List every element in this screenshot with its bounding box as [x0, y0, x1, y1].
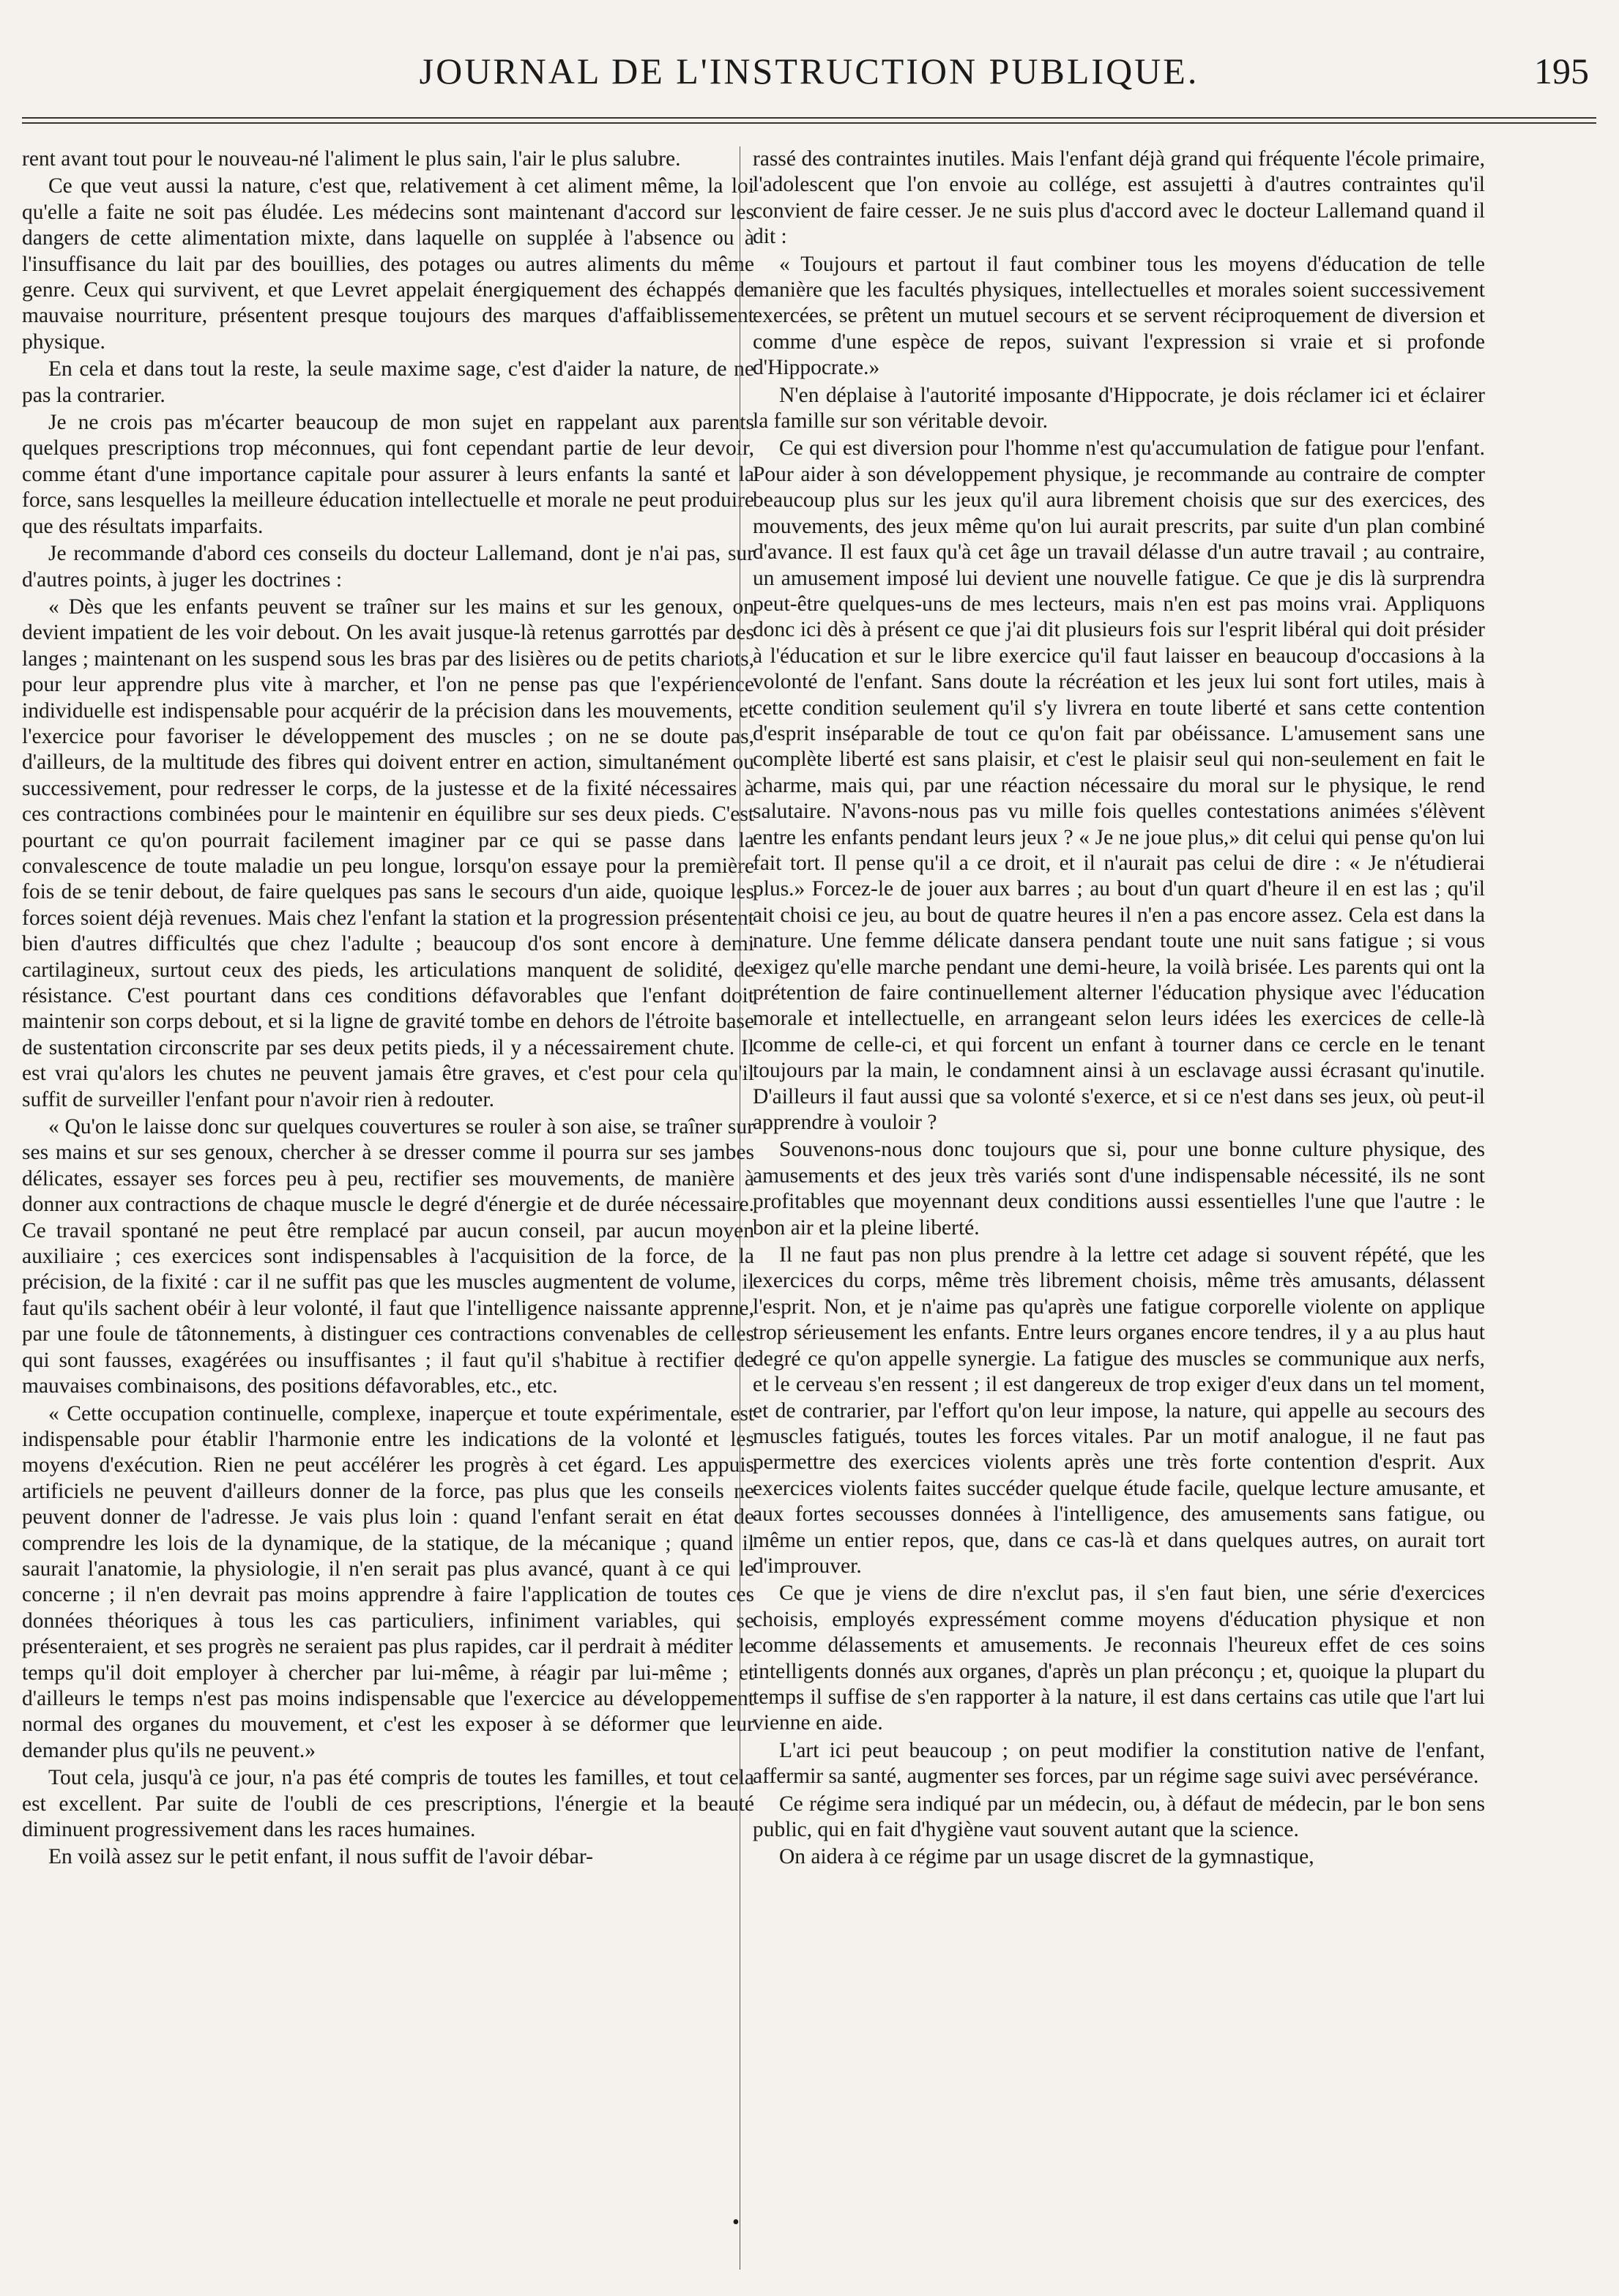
- paragraph: L'art ici peut beaucoup ; on peut modifier la constitution native de l'enfant, affermir sa santé, augmenter ses forces, par un régime sage suivi avec persévérance.: [753, 1738, 1485, 1789]
- paragraph: rassé des contraintes inutiles. Mais l'enfant déjà grand qui fréquente l'école primaire, l'adolescent que l'on envoie au collége, est assujetti à d'autres contraintes qu'il convient de faire cesser. Je ne suis plus d'accord avec le docteur Lallemand quand il dit :: [753, 147, 1485, 249]
- paragraph: Je ne crois pas m'écarter beaucoup de mon sujet en rappelant aux parents quelques prescriptions trop méconnues, qui font cependant partie de leur devoir, comme étant d'une importance capitale pour assurer à leurs enfants la santé et la force, sans lesquelles la meilleure éducation intellectuelle et morale ne peut produire que des résultats imparfaits.: [22, 411, 754, 538]
- paragraph: « Qu'on le laisse donc sur quelques couvertures se rouler à son aise, se traîner sur ses mains et sur ses genoux, chercher à se dresser comme il pourra sur ses jambes délicates, essayer ses forces peu à peu, rectifier ses mouvements, de manière à donner aux contractions de chaque muscle le degré d'énergie et de durée nécessaire. Ce travail spontané ne peut être remplacé par aucun conseil, par aucun moyen auxiliaire ; ces exercices sont indispensables à l'acquisition de la force, de la précision, de la fixité : car il ne suffit pas que les muscles augmentent de volume, il faut qu'ils sachent obéir à leur volonté, il faut que l'intelligence naissante apprenne, par une foule de tâtonnements, à distinguer ces contractions convenables de celles qui sont fausses, exagérées ou insuffisantes ; il faut qu'il s'habitue à rectifier de mauvaises combinaisons, des positions défavorables, etc., etc.: [22, 1115, 754, 1398]
- page-number: 195: [1534, 51, 1589, 92]
- paragraph: On aidera à ce régime par un usage discret de la gymnastique,: [779, 1845, 1314, 1869]
- paragraph: Ce que veut aussi la nature, c'est que, relativement à cet aliment même, la loi qu'elle a faite ne soit pas éludée. Les médecins sont maintenant d'accord sur les dangers de cette alimentation mixte, dans laquelle on supplée à l'absence ou à l'insuffisance du lait par des bouillies, des potages ou autres aliments du même genre. Ceux qui survivent, et que Levret appelait énergiquement des échappés de mauvaise nourriture, présentent presque toujours des marques d'affaiblissement physique.: [22, 174, 754, 354]
- paragraph: Ce régime sera indiqué par un médecin, ou, à défaut de médecin, par le bon sens public, qui en fait d'hygiène vaut souvent autant que la science.: [753, 1792, 1485, 1841]
- paragraph: « Toujours et partout il faut combiner tous les moyens d'éducation de telle manière que les facultés physiques, intellectuelles et morales soient successivement exercées, se prêtent un mutuel secours et se servent réciproquement de diversion et comme d'une espèce de repos, suivant l'expression si vraie et si profonde d'Hippocrate.»: [753, 252, 1485, 380]
- paragraph: Tout cela, jusqu'à ce jour, n'a pas été compris de toutes les familles, et tout cela est excellent. Par suite de l'oubli de ces prescriptions, l'énergie et la beauté diminuent progressivement dans les races humaines.: [22, 1766, 754, 1841]
- paragraph: « Cette occupation continuelle, complexe, inaperçue et toute expérimentale, est indispensable pour établir l'harmonie entre les indications de la volonté et les moyens d'exécution. Rien ne peut accélérer les progrès à cet égard. Les appuis artificiels ne peuvent d'ailleurs donner de la force, pas plus que les conseils ne peuvent donner de l'adresse. Je vais plus loin : quand l'enfant serait en état de comprendre les lois de la dynamique, de la statique, de la mécanique ; quand il saurait l'anatomie, la physiologie, il n'en serait pas plus avancé, quant à ce qui le concerne ; il n'en devrait pas moins apprendre à faire l'application de toutes ces données théoriques à tous les cas particuliers, infiniment variables, qui se présenteraient, et ses progrès ne seraient pas plus rapides, car il perdrait à méditer le temps qu'il doit employer à chercher par lui-même, à réagir par lui-même ; et d'ailleurs le temps n'est pas moins indispensable que l'exercice au développement normal des organes du mouvement, et c'est les exposer à se déformer que leur demander plus qu'ils ne peuvent.»: [22, 1401, 754, 1762]
- journal-title: JOURNAL DE L'INSTRUCTION PUBLIQUE.: [419, 51, 1199, 92]
- paragraph: Je recommande d'abord ces conseils du docteur Lallemand, dont je n'ai pas, sur d'autres points, à juger les doctrines :: [22, 542, 754, 592]
- page-mark: •: [732, 2211, 740, 2234]
- left-column: [22, 146, 754, 1872]
- header-rule: [22, 117, 1596, 124]
- paragraph: rent avant tout pour le nouveau-né l'aliment le plus sain, l'air le plus salubre.: [22, 147, 681, 171]
- right-column: [753, 146, 1485, 1872]
- paragraph: En cela et dans tout la reste, la seule maxime sage, c'est d'aider la nature, de ne pas la contrarier.: [22, 357, 754, 407]
- page-header: [29, 50, 1589, 108]
- paragraph: Souvenons-nous donc toujours que si, pour une bonne culture physique, des amusements et des jeux très variés sont d'une indispensable nécessité, ils ne sont profitables que moyennant deux conditions aussi essentielles l'une que l'autre : le bon air et la pleine liberté.: [753, 1138, 1485, 1240]
- paragraph: Il ne faut pas non plus prendre à la lettre cet adage si souvent répété, que les exercices du corps, même très librement choisis, même très amusants, délassent l'esprit. Non, et je n'aime pas qu'après une fatigue corporelle violente on applique trop sérieusement les enfants. Entre leurs organes encore tendres, il y a au plus haut degré ce qu'on appelle synergie. La fatigue des muscles se communique aux nerfs, et le cerveau s'en ressent ; il est dangereux de trop exiger d'eux dans un tel moment, et de contrarier, par l'effort qu'on leur impose, la nature, qui appelle au secours des muscles fatigués, toutes les forces vitales. Par un motif analogue, il ne faut pas permettre des exercices violents après une très forte contention d'esprit. Aux exercices violents faites succéder quelque étude facile, quelque lecture amusante, et aux fortes secousses données à l'intelligence, des amusements sans fatigue, ou même un entier repos, que, dans ce cas-là et dans quelques autres, on aurait tort d'improuver.: [753, 1243, 1485, 1578]
- paragraph: Ce que je viens de dire n'exclut pas, il s'en faut bien, une série d'exercices choisis, employés expressément comme moyens d'éducation physique et non comme délassements et amusements. Je reconnais l'heureux effet de ces soins intelligents donnés aux organes, d'après un plan préconçu ; et, quoique la plupart du temps il suffise de s'en rapporter à la nature, il est dans certains cas utile que l'art lui vienne en aide.: [753, 1581, 1485, 1735]
- paragraph: Ce qui est diversion pour l'homme n'est qu'accumulation de fatigue pour l'enfant. Pour aider à son développement physique, je recommande au contraire de compter beaucoup plus sur les jeux qu'il aura librement choisis que sur des exercices, des mouvements, des jeux même qu'on lui aurait prescrits, par suite d'un plan combiné d'avance. Il est faux qu'à cet âge un travail délasse d'un autre travail ; au contraire, un amusement imposé lui devient une nouvelle fatigue. Ce que je dis là surprendra peut-être quelques-uns de mes lecteurs, mais n'en est pas moins vrai. Appliquons donc ici dès à présent ce que j'ai dit plusieurs fois sur l'esprit libéral qui doit présider à l'éducation et sur le libre exercice qu'il faut laisser en beaucoup d'occasions à la volonté de l'enfant. Sans doute la récréation et les jeux lui sont fort utiles, mais à cette condition seulement qu'il s'y livrera en toute liberté et sans cette contention d'esprit inséparable de tout ce qu'on fait par obéissance. L'amusement sans une complète liberté est sans plaisir, et c'est le plaisir seul qui non-seulement en fait le charme, mais qui, par une réaction nécessaire du moral sur le physique, le rend salutaire. N'avons-nous pas vu mille fois quelles contestations animées s'élèvent entre les enfants pendant leurs jeux ? « Je ne joue plus,» dit celui qui pense qu'on lui fait tort. Il pense qu'il a ce droit, et il n'aurait pas celui de dire : « Je n'étudierai plus.» Forcez-le de jouer aux barres ; au bout d'un quart d'heure il en est las ; qu'il ait choisi ce jeu, au bout de quatre heures il n'en a pas encore assez. Cela est dans la nature. Une femme délicate dansera pendant toute une nuit sans fatigue ; si vous exigez qu'elle marche pendant une demi-heure, la voilà brisée. Les parents qui ont la prétention de faire continuellement alterner l'éducation physique avec l'éducation morale et intellectuelle, en arrangeant selon leurs idées les exercices de celle-là comme de celle-ci, et qui forcent un enfant à tourner dans ce cercle en le tenant toujours par la main, le condamnent ainsi à un esclavage aussi écrasant qu'inutile. D'ailleurs il faut aussi que sa volonté s'exerce, et si ce n'est dans ses jeux, où peut-il apprendre à vouloir ?: [753, 436, 1485, 1135]
- paragraph: En voilà assez sur le petit enfant, il nous suffit de l'avoir débar-: [48, 1845, 593, 1869]
- paragraph: « Dès que les enfants peuvent se traîner sur les mains et sur les genoux, on devient impatient de les voir debout. On les avait jusque-là retenus garrottés par des langes ; maintenant on les suspend sous les bras par des lisières ou de petits chariots, pour leur apprendre plus vite à marcher, et l'on ne pense pas que l'expérience individuelle est indispensable pour acquérir de la précision dans les mouvements, et l'exercice pour favoriser le développement des muscles ; on ne se doute pas, d'ailleurs, de la multitude des fibres qui doivent entrer en action, simultanément ou successivement, pour redresser le corps, de la justesse et de la fixité nécessaires à ces contractions combinées pour le maintenir en équilibre sur ses deux pieds. C'est pourtant ce qu'on pourrait facilement imaginer par ce qui se passe dans la convalescence de toute maladie un peu longue, lorsqu'on essaye pour la première fois de se tenir debout, de faire quelques pas sans le secours d'un aide, quoique les forces soient déjà revenues. Mais chez l'enfant la station et la progression présentent bien d'autres difficultés que chez l'adulte ; beaucoup d'os sont encore à demi cartilagineux, surtout ceux des pieds, les articulations manquent de solidité, de résistance. C'est pourtant dans ces conditions défavorables que l'enfant doit maintenir son corps debout, et si la ligne de gravité tombe en dehors de l'étroite base de sustentation circonscrite par ses deux petits pieds, il y a nécessairement chute. Il est vrai qu'alors les chutes ne peuvent jamais être graves, et c'est pour cela qu'il suffit de surveiller l'enfant pour n'avoir rien à redouter.: [22, 594, 754, 1111]
- paragraph: N'en déplaise à l'autorité imposante d'Hippocrate, je dois réclamer ici et éclairer la famille sur son véritable devoir.: [753, 383, 1485, 433]
